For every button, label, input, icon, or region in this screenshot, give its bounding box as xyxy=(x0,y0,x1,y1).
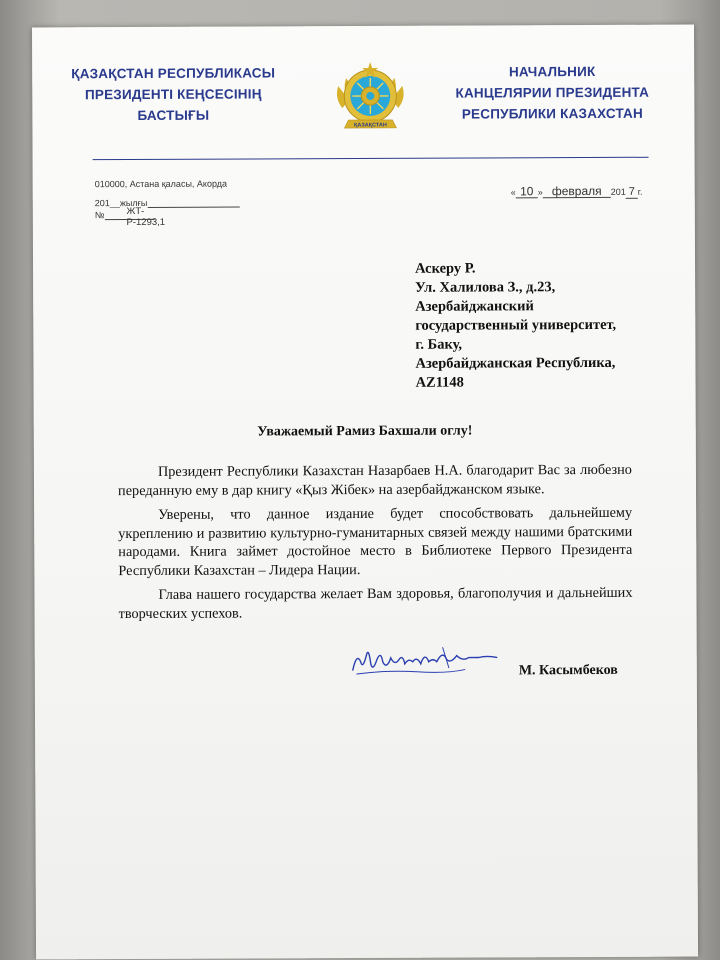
year-line: 201__жылғы xyxy=(95,197,240,209)
letter-body xyxy=(118,461,633,629)
date-year-suffix: г. xyxy=(637,186,643,197)
date-open-quote: « xyxy=(510,187,516,198)
registration-number: ЖТ-Р-1293,1 xyxy=(126,205,166,229)
letter-sheet xyxy=(32,25,698,960)
header-russian xyxy=(444,61,660,125)
recipient-line: Ул. Халилова З., д.23, xyxy=(415,279,556,296)
body-paragraph: Президент Республики Казахстан Назарбаев Н.А. благодарит Вас за любезно переданную ему в дар книгу «Қыз Жібек» на азербайджанском языке. xyxy=(117,461,632,499)
sender-address: 010000, Астана қаласы, Акорда xyxy=(94,178,228,190)
year-suffix: жылғы xyxy=(119,197,148,209)
body-paragraph: Уверены, что данное издание будет способствовать дальнейшему укреплению и развитию культурно-гуманитарных связей между нашими братскими народами. Книга займет достойное место в Библиотеке Первого Президента Республики Казахстан – Лидера Нации. xyxy=(118,504,633,579)
recipient-line: Азербайджанская Республика, xyxy=(415,354,616,372)
body-paragraph: Глава нашего государства желает Вам здоровья, благополучия и дальнейших творческих успехов. xyxy=(118,584,633,622)
header-russian-line: НАЧАЛЬНИК xyxy=(508,63,596,80)
state-emblem-icon xyxy=(330,58,410,138)
date-day: 10 xyxy=(516,185,538,198)
date-year-digit: 7 xyxy=(626,186,638,199)
handwritten-signature-icon xyxy=(347,639,507,682)
recipient-line: государственный университет, xyxy=(415,316,617,334)
date-close-quote: » xyxy=(537,187,543,198)
salutation: Уважаемый Рамиз Бахшали оглу! xyxy=(257,423,473,440)
number-line xyxy=(94,205,166,229)
year-prefix: 201 xyxy=(94,198,110,209)
date-year-prefix: 201 xyxy=(610,186,626,197)
signer-name: М. Касымбеков xyxy=(518,662,618,679)
recipient-block xyxy=(415,259,616,393)
recipient-line: Аскеру Р. xyxy=(415,260,476,277)
header-kazakh-line: ҚАЗАҚСТАН РЕСПУБЛИКАСЫ xyxy=(71,65,276,82)
header-kazakh-line: ПРЕЗИДЕНТІ КЕҢСЕСІНІҢ xyxy=(84,86,262,103)
emblem-ribbon-text: ҚАЗАҚСТАН xyxy=(353,122,387,129)
header-kazakh xyxy=(68,62,278,126)
recipient-line: Азербайджанский xyxy=(415,298,534,315)
letter-date xyxy=(511,185,643,200)
recipient-line: г. Баку, xyxy=(415,336,463,353)
header-russian-line: КАНЦЕЛЯРИИ ПРЕЗИДЕНТА xyxy=(455,84,650,101)
header-russian-line: РЕСПУБЛИКИ КАЗАХСТАН xyxy=(461,105,643,122)
recipient-line: AZ1148 xyxy=(415,374,464,391)
number-fill-line xyxy=(104,205,166,229)
date-month: февраля xyxy=(543,185,611,198)
header-divider xyxy=(93,157,649,160)
header-kazakh-line: БАСТЫҒЫ xyxy=(137,107,210,123)
number-sign: № xyxy=(94,210,105,221)
